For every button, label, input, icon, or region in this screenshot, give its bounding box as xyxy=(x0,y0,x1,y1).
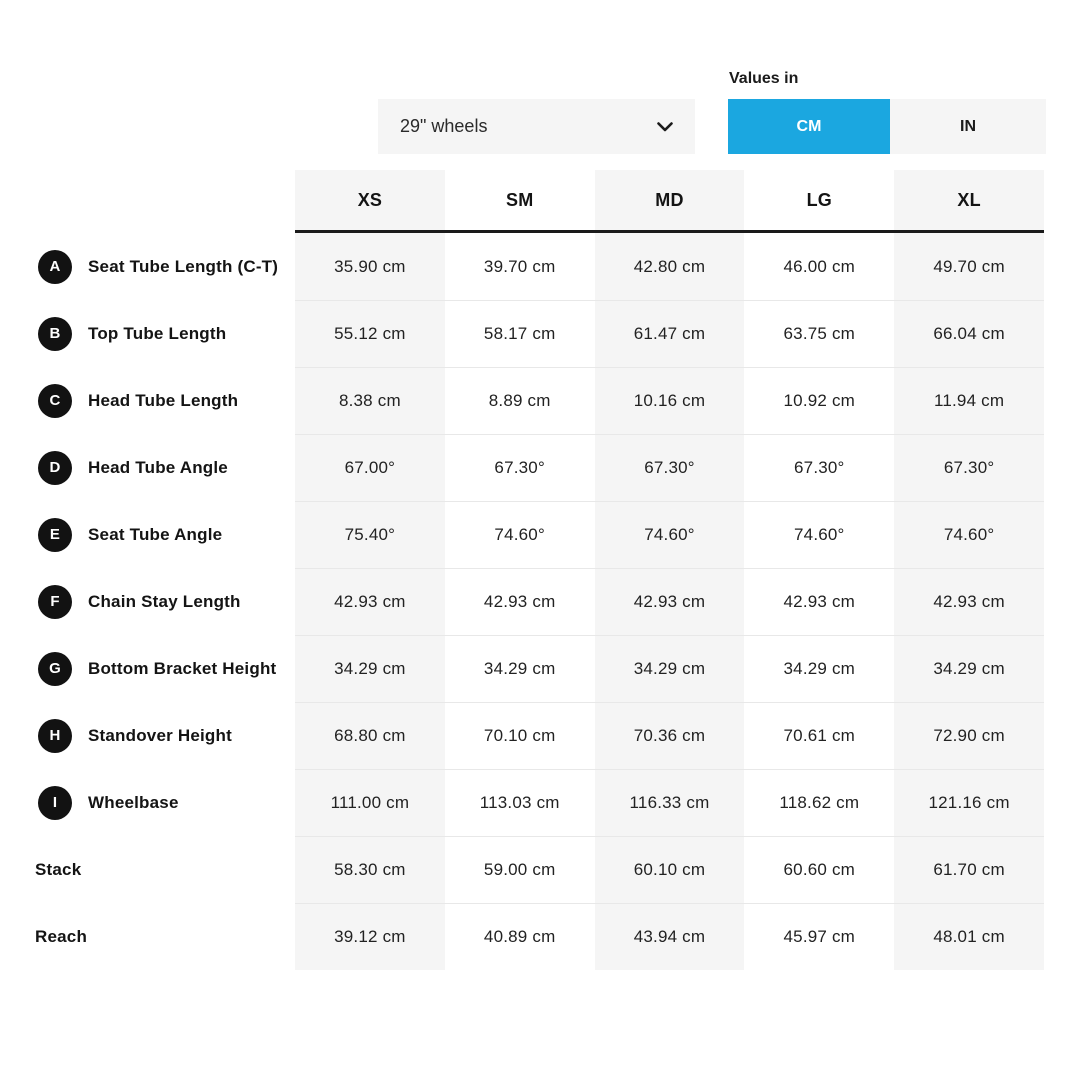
value-cell: 34.29 cm xyxy=(595,635,745,702)
size-header-lg: LG xyxy=(744,170,894,233)
row-label-cell xyxy=(35,702,295,769)
value-cell: 42.93 cm xyxy=(295,568,445,635)
table-row-chain-stay-length xyxy=(35,568,1044,635)
value-cell: 8.89 cm xyxy=(445,367,595,434)
size-header-md: MD xyxy=(595,170,745,233)
row-label: Standover Height xyxy=(88,725,232,745)
values-in-label: Values in xyxy=(729,70,799,87)
value-cell: 8.38 cm xyxy=(295,367,445,434)
value-cell: 67.30° xyxy=(445,434,595,501)
row-label: Head Tube Length xyxy=(88,390,239,410)
value-cell: 60.10 cm xyxy=(595,836,745,903)
value-cell: 70.61 cm xyxy=(744,702,894,769)
row-label-cell xyxy=(35,300,295,367)
row-label: Top Tube Length xyxy=(88,323,227,343)
value-cell: 74.60° xyxy=(445,501,595,568)
value-cell: 66.04 cm xyxy=(894,300,1044,367)
value-cell: 59.00 cm xyxy=(445,836,595,903)
value-cell: 70.10 cm xyxy=(445,702,595,769)
value-cell: 40.89 cm xyxy=(445,903,595,970)
table-row-wheelbase xyxy=(35,769,1044,836)
table-row-bottom-bracket-height xyxy=(35,635,1044,702)
row-label-cell xyxy=(35,501,295,568)
table-row-reach xyxy=(35,903,1044,970)
value-cell: 116.33 cm xyxy=(595,769,745,836)
value-cell: 61.47 cm xyxy=(595,300,745,367)
unit-toggle-in-button[interactable]: IN xyxy=(890,99,1046,154)
header-spacer xyxy=(35,170,295,233)
row-label: Wheelbase xyxy=(88,792,179,812)
value-cell: 34.29 cm xyxy=(744,635,894,702)
table-row-seat-tube-angle xyxy=(35,501,1044,568)
value-cell: 34.29 cm xyxy=(445,635,595,702)
value-cell: 42.93 cm xyxy=(894,568,1044,635)
value-cell: 42.93 cm xyxy=(445,568,595,635)
chevron-down-icon xyxy=(657,122,673,132)
row-label-cell xyxy=(35,903,295,970)
value-cell: 72.90 cm xyxy=(894,702,1044,769)
value-cell: 58.17 cm xyxy=(445,300,595,367)
value-cell: 75.40° xyxy=(295,501,445,568)
size-header-xl: XL xyxy=(894,170,1044,233)
unit-toggle-cm-button[interactable]: CM xyxy=(728,99,890,154)
value-cell: 67.30° xyxy=(595,434,745,501)
value-cell: 45.97 cm xyxy=(744,903,894,970)
row-badge-a: A xyxy=(38,250,72,284)
value-cell: 43.94 cm xyxy=(595,903,745,970)
value-cell: 39.70 cm xyxy=(483,256,556,276)
row-badge-b: B xyxy=(38,317,72,351)
value-cell: 113.03 cm xyxy=(445,769,595,836)
value-cell: 35.90 cm xyxy=(295,233,445,300)
geometry-table xyxy=(35,170,1044,970)
value-cell: 46.00 cm xyxy=(783,256,856,276)
value-cell: 63.75 cm xyxy=(744,300,894,367)
row-label-cell xyxy=(35,434,295,501)
table-row-standover-height xyxy=(35,702,1044,769)
row-label: Head Tube Angle xyxy=(88,457,228,477)
value-cell: 49.70 cm xyxy=(894,233,1044,300)
value-cell: 70.36 cm xyxy=(595,702,745,769)
value-cell: 67.00° xyxy=(295,434,445,501)
size-header-xs: XS xyxy=(295,170,445,233)
row-label-cell xyxy=(35,836,295,903)
value-cell: 55.12 cm xyxy=(295,300,445,367)
row-label: Chain Stay Length xyxy=(88,591,241,611)
value-cell: 74.60° xyxy=(595,501,745,568)
value-cell: 34.29 cm xyxy=(295,635,445,702)
row-label-cell xyxy=(35,233,295,300)
size-header-row xyxy=(35,170,1044,233)
value-cell: 121.16 cm xyxy=(894,769,1044,836)
value-cell: 118.62 cm xyxy=(744,769,894,836)
row-label: Bottom Bracket Height xyxy=(88,658,277,678)
row-badge-e: E xyxy=(38,518,72,552)
value-cell: 10.16 cm xyxy=(595,367,745,434)
row-badge-c: C xyxy=(38,384,72,418)
value-cell: 42.80 cm xyxy=(595,233,745,300)
row-label: Stack xyxy=(35,859,82,879)
value-cell: 42.93 cm xyxy=(744,568,894,635)
value-cell: 10.92 cm xyxy=(744,367,894,434)
value-cell: 67.30° xyxy=(744,434,894,501)
value-cell: 111.00 cm xyxy=(295,769,445,836)
row-badge-d: D xyxy=(38,451,72,485)
value-cell: 39.12 cm xyxy=(295,903,445,970)
value-cell: 11.94 cm xyxy=(894,367,1044,434)
value-cell: 74.60° xyxy=(894,501,1044,568)
row-badge-g: G xyxy=(38,652,72,686)
value-cell: 74.60° xyxy=(744,501,894,568)
table-row-top-tube-length xyxy=(35,300,1044,367)
value-cell: 34.29 cm xyxy=(894,635,1044,702)
value-cell: 60.60 cm xyxy=(744,836,894,903)
size-header-sm: SM xyxy=(445,170,595,233)
wheel-size-selected-value: 29" wheels xyxy=(400,116,488,136)
table-row-stack xyxy=(35,836,1044,903)
row-label-cell xyxy=(35,769,295,836)
row-label: Seat Tube Length (C-T) xyxy=(88,256,279,276)
row-label: Reach xyxy=(35,926,88,946)
table-row-head-tube-angle xyxy=(35,434,1044,501)
wheel-size-select[interactable] xyxy=(378,99,695,154)
value-cell: 48.01 cm xyxy=(894,903,1044,970)
row-badge-h: H xyxy=(38,719,72,753)
value-cell: 42.93 cm xyxy=(595,568,745,635)
row-badge-f: F xyxy=(38,585,72,619)
row-label-cell xyxy=(35,635,295,702)
table-row-seat-tube-length xyxy=(35,233,1044,300)
row-label: Seat Tube Angle xyxy=(88,524,223,544)
row-label-cell xyxy=(35,568,295,635)
table-row-head-tube-length xyxy=(35,367,1044,434)
row-label-cell xyxy=(35,367,295,434)
value-cell: 67.30° xyxy=(894,434,1044,501)
value-cell: 68.80 cm xyxy=(295,702,445,769)
value-cell: 58.30 cm xyxy=(295,836,445,903)
value-cell: 61.70 cm xyxy=(894,836,1044,903)
row-badge-i: I xyxy=(38,786,72,820)
